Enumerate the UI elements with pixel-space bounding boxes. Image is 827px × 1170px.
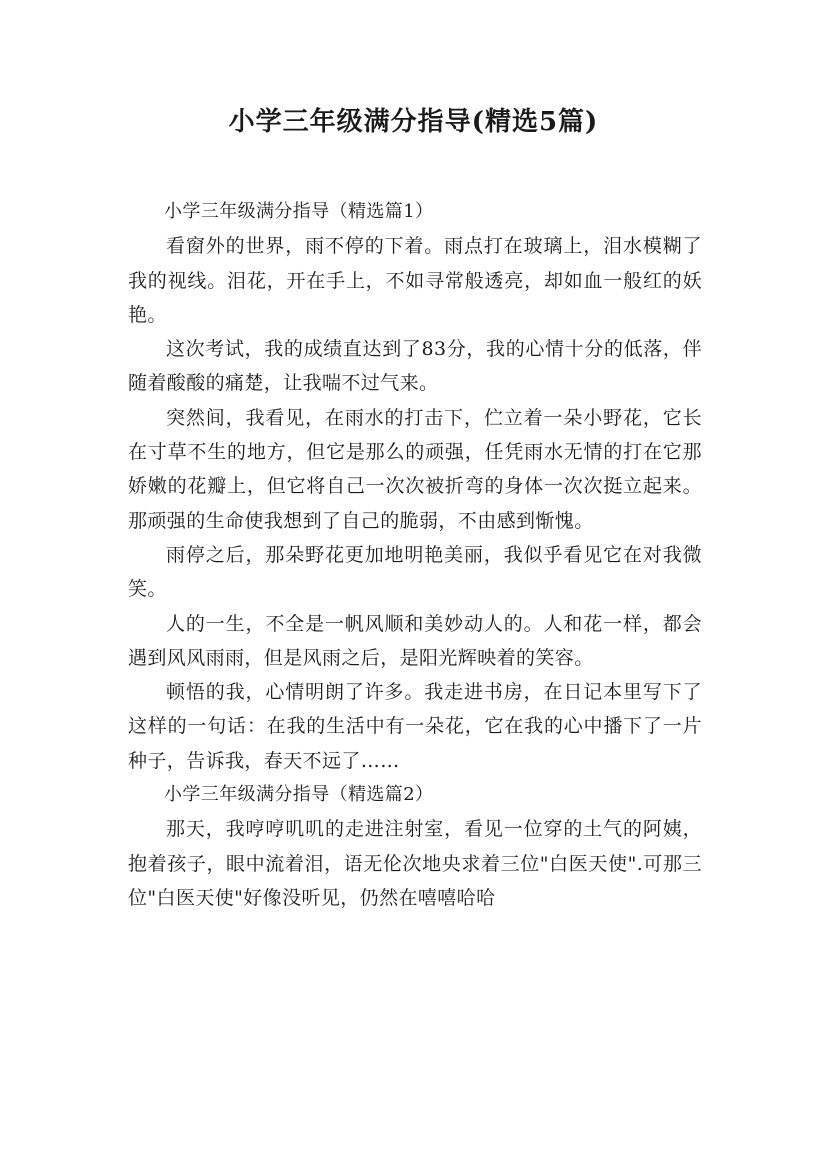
section-heading: 小学三年级满分指导（精选篇2）: [164, 784, 434, 806]
document-title: 小学三年级满分指导(精选5篇): [228, 107, 599, 137]
paragraph: 突然间，我看见，在雨水的打击下，伫立着一朵小野花，它长在寸草不生的地方，但它是那么的顽强，任凭雨水无情的打在它那娇嫩的花瓣上，但它将自己一次次被折弯的身体一次次挺立起来。那顽强的生命使我想到了自己的脆弱，不由感到惭愧。: [128, 406, 702, 532]
section-heading: 小学三年级满分指导（精选篇1）: [164, 201, 434, 222]
paragraph: 人的一生，不全是一帆风顺和美妙动人的。人和花一样，都会遇到风风雨雨，但是风雨之后，是阳光辉映着的笑容。: [128, 612, 702, 669]
paragraph: 那天，我哼哼叽叽的走进注射室，看见一位穿的土气的阿姨，抱着孩子，眼中流着泪，语无伦次地央求着三位"白医天使".可那三位"白医天使"好像没听见，仍然在嘻嘻哈哈: [128, 818, 702, 909]
paragraph: 雨停之后，那朵野花更加地明艳美丽，我似乎看见它在对我微笑。: [128, 543, 702, 601]
paragraph: 看窗外的世界，雨不停的下着。雨点打在玻璃上，泪水模糊了我的视线。泪花，开在手上，不如寻常般透亮，却如血一般红的妖艳。: [128, 235, 702, 326]
paragraph: 顿悟的我，心情明朗了许多。我走进书房，在日记本里写下了这样的一句话：在我的生活中有一朵花，它在我的心中播下了一片种子，告诉我，春天不远了……: [128, 681, 702, 772]
paragraph: 这次考试，我的成绩直达到了83分，我的心情十分的低落，伴随着酸酸的痛楚，让我喘不过气来。: [128, 338, 702, 395]
document-body: [128, 195, 702, 915]
